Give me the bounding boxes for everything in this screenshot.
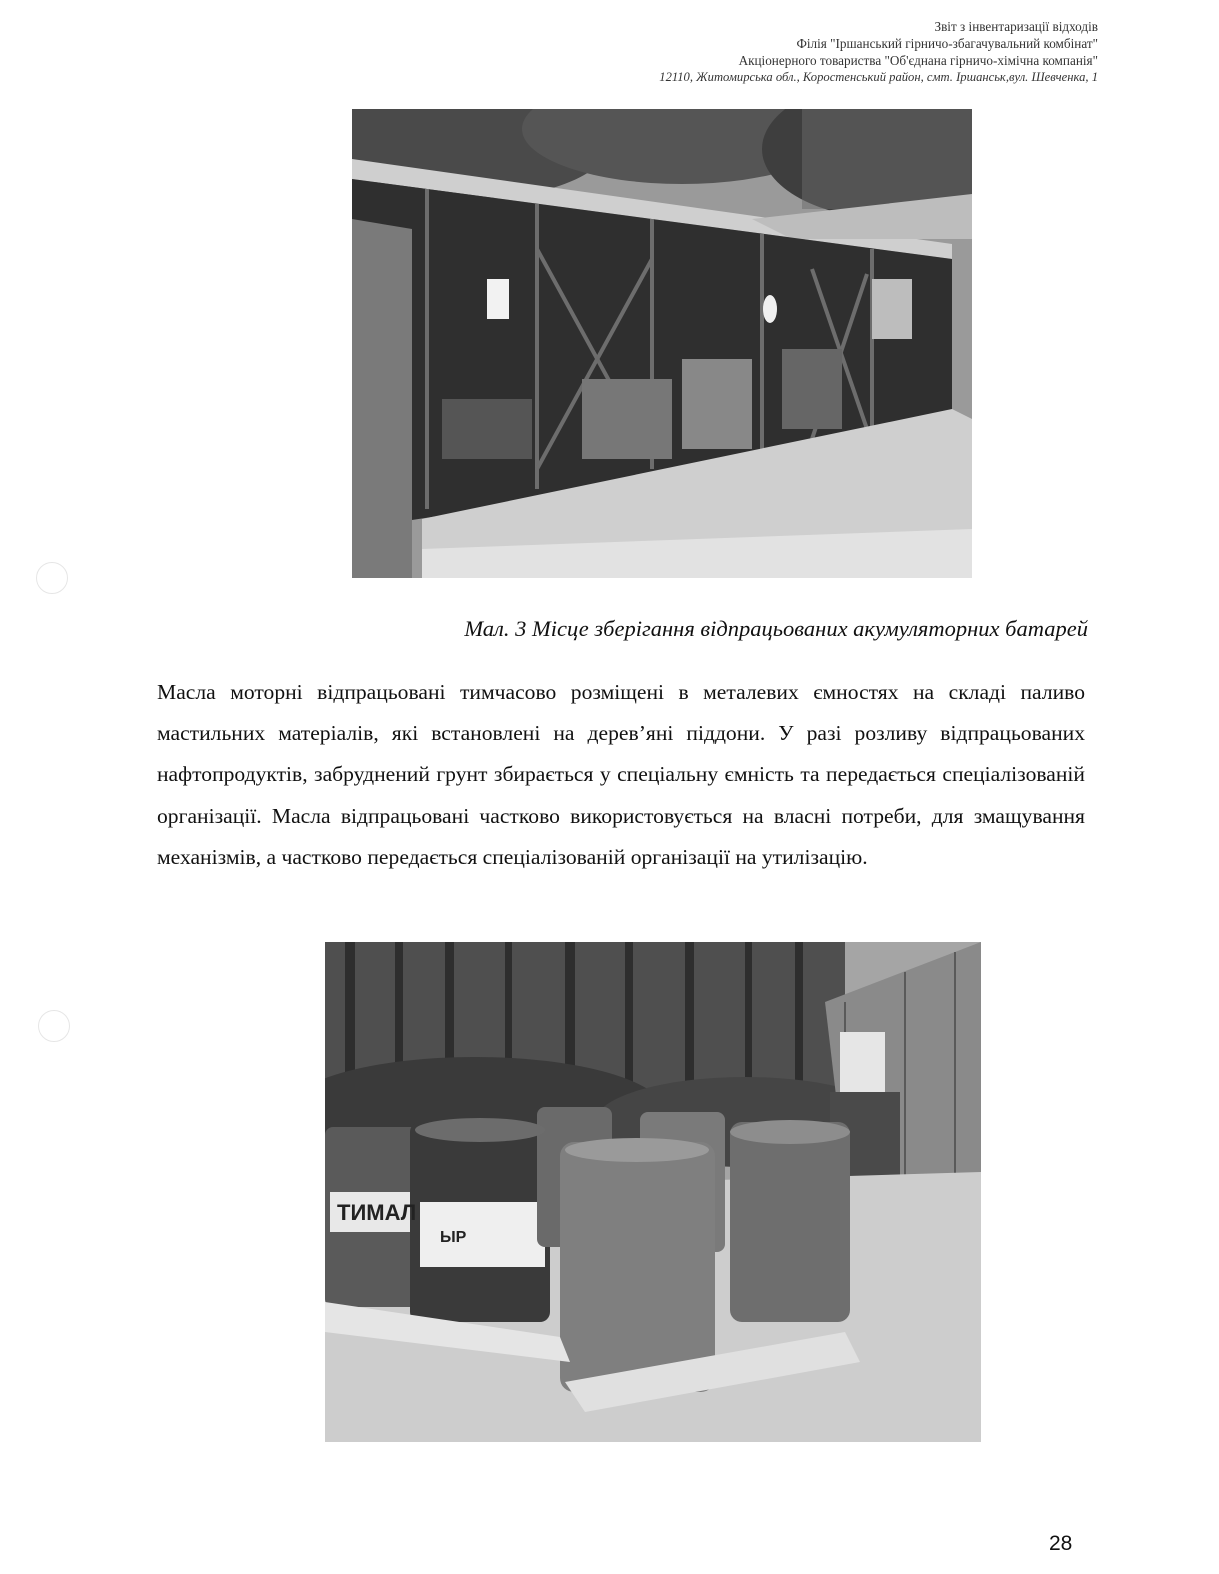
header-address: 12110, Житомирська обл., Коростенський район, смт. Іршанськ,вул. Шевченка, 1 [659,70,1098,84]
document-header [338,18,1098,86]
figure-caption: Мал. 3 Місце зберігання відпрацьованих акумуляторних батарей [464,616,1088,641]
punch-hole-mark [38,1010,70,1042]
barrel-label-1: ТИМАЛ [337,1200,417,1225]
header-report-title: Звіт з інвентаризації відходів [934,19,1098,34]
oil-barrels-photo [325,942,981,1442]
oil-barrels-image [325,942,981,1442]
header-branch: Філія "Іршанський гірничо-збагачувальний комбінат" [796,36,1098,51]
page-number: 28 [1049,1532,1073,1555]
header-company: Акціонерного товариства "Об'єднана гірничо-хімічна компанія" [738,53,1098,68]
battery-storage-photo [352,109,972,578]
barrel-label-2: ЫР [440,1229,467,1246]
battery-storage-image [352,109,972,578]
punch-hole-mark [36,562,68,594]
body-paragraph: Масла моторні відпрацьовані тимчасово розміщені в металевих ємностях на складі паливо мастильних матеріалів, які встановлені на дерев’яні піддони. У разі розливу відпрацьованих нафтопродуктів, забруднений грунт збирається у спеціальну ємність та передається спеціалізованій організації. Масла відпрацьовані частково використовується на власні потреби, для змащування механізмів, а частково передається спеціалізованій організації на утилізацію. [157,680,1085,869]
